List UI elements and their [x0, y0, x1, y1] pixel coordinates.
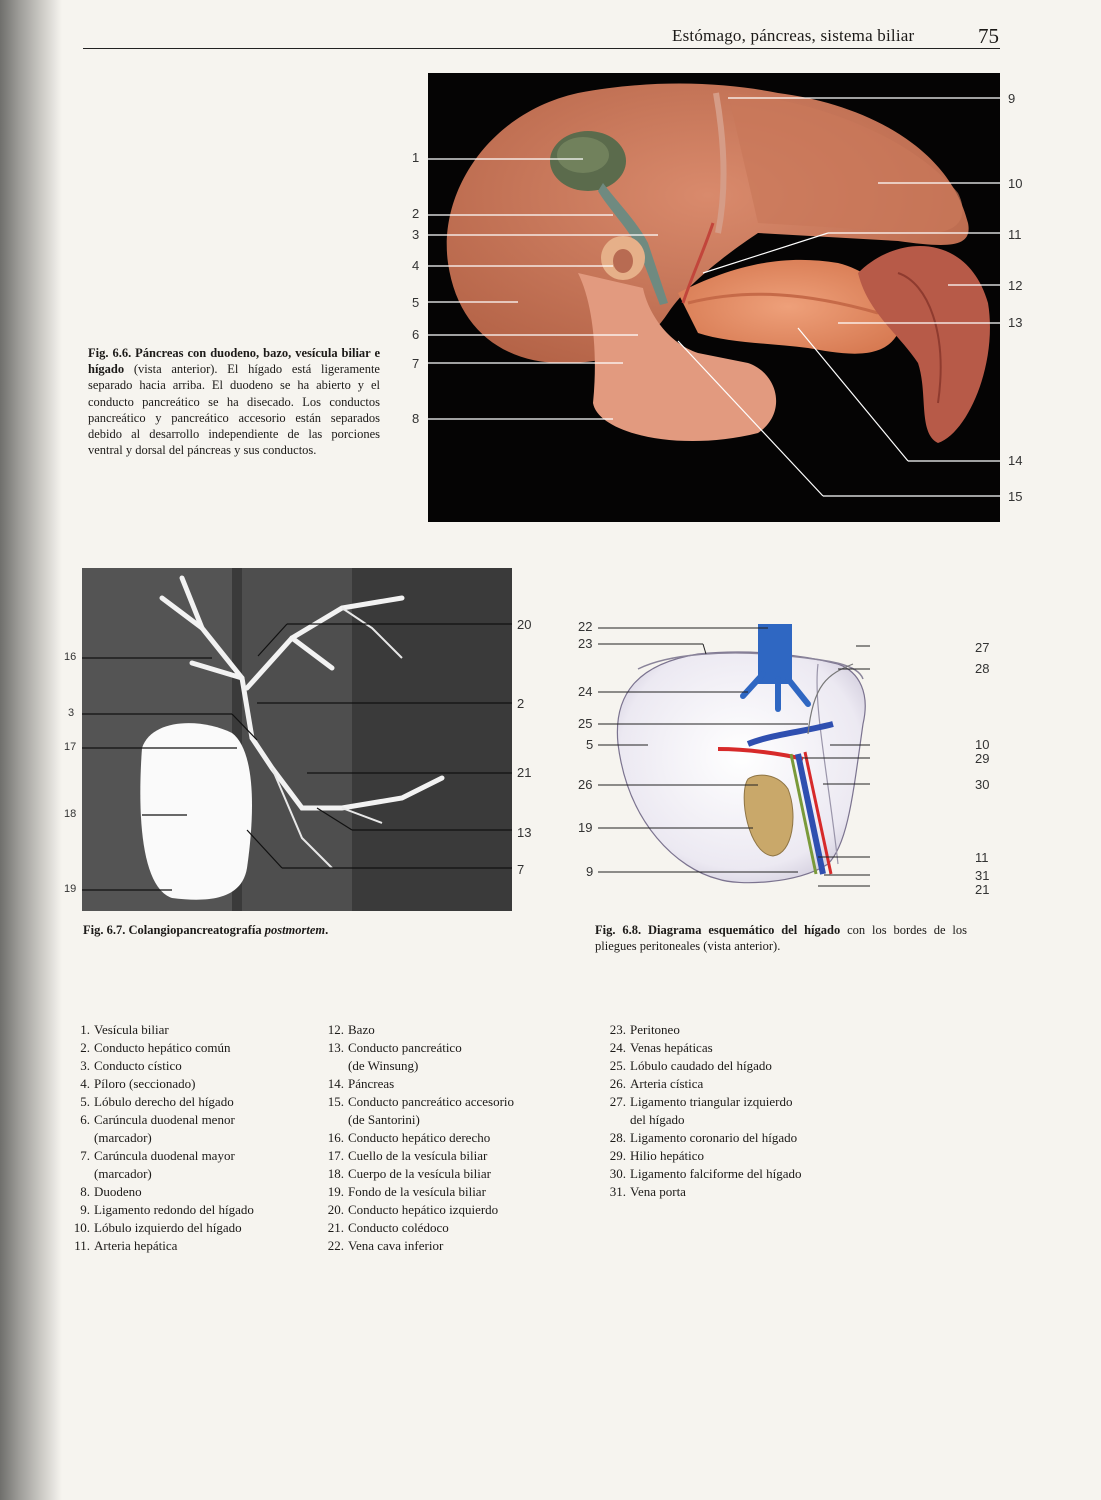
legend-item: 8. Duodeno	[80, 1184, 142, 1199]
fig67-label-20: 20	[517, 617, 532, 632]
figure-6-8-caption-title: Fig. 6.8. Diagrama esquemático del hígado	[595, 923, 841, 937]
header-rule	[83, 48, 1000, 49]
fig68-label-23: 23	[578, 636, 593, 651]
legend-item: 30. Ligamento falciforme del hígado	[609, 1166, 802, 1181]
legend-item: 25. Lóbulo caudado del hígado	[609, 1058, 772, 1073]
legend-item: 3. Conducto cístico	[80, 1058, 182, 1073]
legend-column-2	[322, 1021, 602, 1255]
legend-item: 18. Cuerpo de la vesícula biliar	[327, 1166, 491, 1181]
fig67-label-3: 3	[68, 707, 75, 719]
legend-item: 24. Venas hepáticas	[609, 1040, 713, 1055]
legend-item-continuation: (marcador)	[94, 1130, 152, 1145]
fig66-label-15: 15	[1008, 489, 1023, 504]
fig68-label-28: 28	[975, 661, 990, 676]
fig67-label-2: 2	[517, 696, 525, 711]
legend-item: 13. Conducto pancreático	[327, 1040, 462, 1055]
fig67-label-16: 16	[64, 651, 77, 663]
figure-6-8-caption	[595, 922, 967, 954]
legend-item-continuation: del hígado	[630, 1112, 685, 1127]
figure-6-8-diagram	[598, 624, 870, 892]
figure-6-8-leader-lines	[598, 624, 870, 892]
fig68-label-25: 25	[578, 716, 593, 731]
fig68-label-29: 29	[975, 751, 990, 766]
legend-item: 6. Carúncula duodenal menor	[80, 1112, 235, 1127]
fig66-label-2: 2	[412, 206, 420, 221]
figure-6-7-caption-italic: postmortem	[264, 923, 326, 937]
figure-6-7-leader-lines	[82, 568, 512, 911]
legend-column-3	[604, 1021, 904, 1201]
legend-item: 20. Conducto hepático izquierdo	[327, 1202, 499, 1217]
figure-6-6-caption-text: (vista anterior). El hígado está ligeramente separado hacia arriba. El duodeno se ha abierto y el conducto pancreático se ha disecado. Los conductos pancreático y pancreático accesorio están separados debido al desarrollo independiente de las porciones ventral y dorsal del páncreas y sus conductos.	[88, 362, 380, 458]
fig66-label-3: 3	[412, 227, 420, 242]
fig67-label-21: 21	[517, 765, 532, 780]
fig68-label-11: 11	[975, 850, 989, 865]
running-title: Estómago, páncreas, sistema biliar	[672, 26, 915, 45]
legend-item: 19. Fondo de la vesícula biliar	[327, 1184, 486, 1199]
fig68-label-19: 19	[578, 820, 593, 835]
fig67-label-19: 19	[64, 883, 77, 895]
legend-item: 17. Cuello de la vesícula biliar	[327, 1148, 488, 1163]
fig66-label-10: 10	[1008, 176, 1023, 191]
fig67-label-17: 17	[64, 741, 77, 753]
fig68-label-5: 5	[586, 737, 594, 752]
figure-6-6-photo	[428, 73, 1000, 522]
figure-6-8-caption-text: con los bordes de los pliegues peritoneales (vista anterior).	[595, 923, 967, 954]
legend-item: 9. Ligamento redondo del hígado	[80, 1202, 254, 1217]
book-binding-shadow	[0, 0, 62, 1500]
legend-item: 29. Hilio hepático	[609, 1148, 705, 1163]
legend-item-continuation: (marcador)	[94, 1166, 152, 1181]
fig68-label-10: 10	[975, 737, 990, 752]
figure-6-7-radiograph	[82, 568, 512, 911]
figure-6-7-caption-end: .	[325, 923, 329, 937]
legend-item: 1. Vesícula biliar	[80, 1022, 169, 1037]
legend-item: 21. Conducto colédoco	[327, 1220, 449, 1235]
figure-6-7-caption	[83, 922, 413, 938]
figure-6-6-caption-title: Fig. 6.6. Páncreas con duodeno, bazo, vesícula biliar e hígado	[88, 346, 380, 377]
fig66-label-8: 8	[412, 411, 420, 426]
legend-item: 31. Vena porta	[609, 1184, 686, 1199]
fig67-label-13: 13	[517, 825, 532, 840]
fig66-label-14: 14	[1008, 453, 1023, 468]
legend-item: 12. Bazo	[327, 1022, 375, 1037]
fig66-label-11: 11	[1008, 227, 1022, 242]
fig68-label-27: 27	[975, 640, 990, 655]
legend-item: 14. Páncreas	[327, 1076, 395, 1091]
fig68-label-9: 9	[586, 864, 594, 879]
fig66-label-1: 1	[412, 150, 420, 165]
legend-item: 28. Ligamento coronario del hígado	[609, 1130, 798, 1145]
figure-6-7-caption-title: Fig. 6.7. Colangiopancreatografía	[83, 923, 265, 937]
legend-item-continuation: (de Winsung)	[348, 1058, 419, 1073]
fig68-label-21: 21	[975, 882, 990, 897]
fig68-label-31: 31	[975, 868, 990, 883]
legend-item: 7. Carúncula duodenal mayor	[80, 1148, 235, 1163]
legend-item: 27. Ligamento triangular izquierdo	[609, 1094, 793, 1109]
figure-6-6-caption	[88, 345, 380, 458]
legend-item: 11. Arteria hepática	[74, 1238, 178, 1253]
fig66-label-4: 4	[412, 258, 420, 273]
fig66-label-12: 12	[1008, 278, 1023, 293]
page-number: 75	[978, 24, 999, 48]
fig67-label-7: 7	[517, 862, 525, 877]
fig66-label-6: 6	[412, 327, 420, 342]
figure-6-6-leader-lines	[428, 73, 1000, 522]
fig68-label-22: 22	[578, 619, 593, 634]
fig68-label-26: 26	[578, 777, 593, 792]
fig68-label-30: 30	[975, 777, 990, 792]
legend-item: 22. Vena cava inferior	[327, 1238, 444, 1253]
legend-item: 15. Conducto pancreático accesorio	[327, 1094, 515, 1109]
legend-item: 5. Lóbulo derecho del hígado	[80, 1094, 234, 1109]
fig68-label-24: 24	[578, 684, 593, 699]
legend-item-continuation: (de Santorini)	[348, 1112, 420, 1127]
fig66-label-9: 9	[1008, 91, 1016, 106]
fig66-label-5: 5	[412, 295, 420, 310]
legend-item: 2. Conducto hepático común	[80, 1040, 231, 1055]
legend-item: 23. Peritoneo	[609, 1022, 680, 1037]
fig66-label-13: 13	[1008, 315, 1023, 330]
legend-item: 16. Conducto hepático derecho	[327, 1130, 491, 1145]
legend-column-1	[68, 1021, 328, 1255]
legend-item: 10. Lóbulo izquierdo del hígado	[73, 1220, 242, 1235]
fig66-label-7: 7	[412, 356, 420, 371]
fig67-label-18: 18	[64, 808, 77, 820]
legend-item: 26. Arteria cística	[609, 1076, 704, 1091]
legend-item: 4. Píloro (seccionado)	[80, 1076, 196, 1091]
